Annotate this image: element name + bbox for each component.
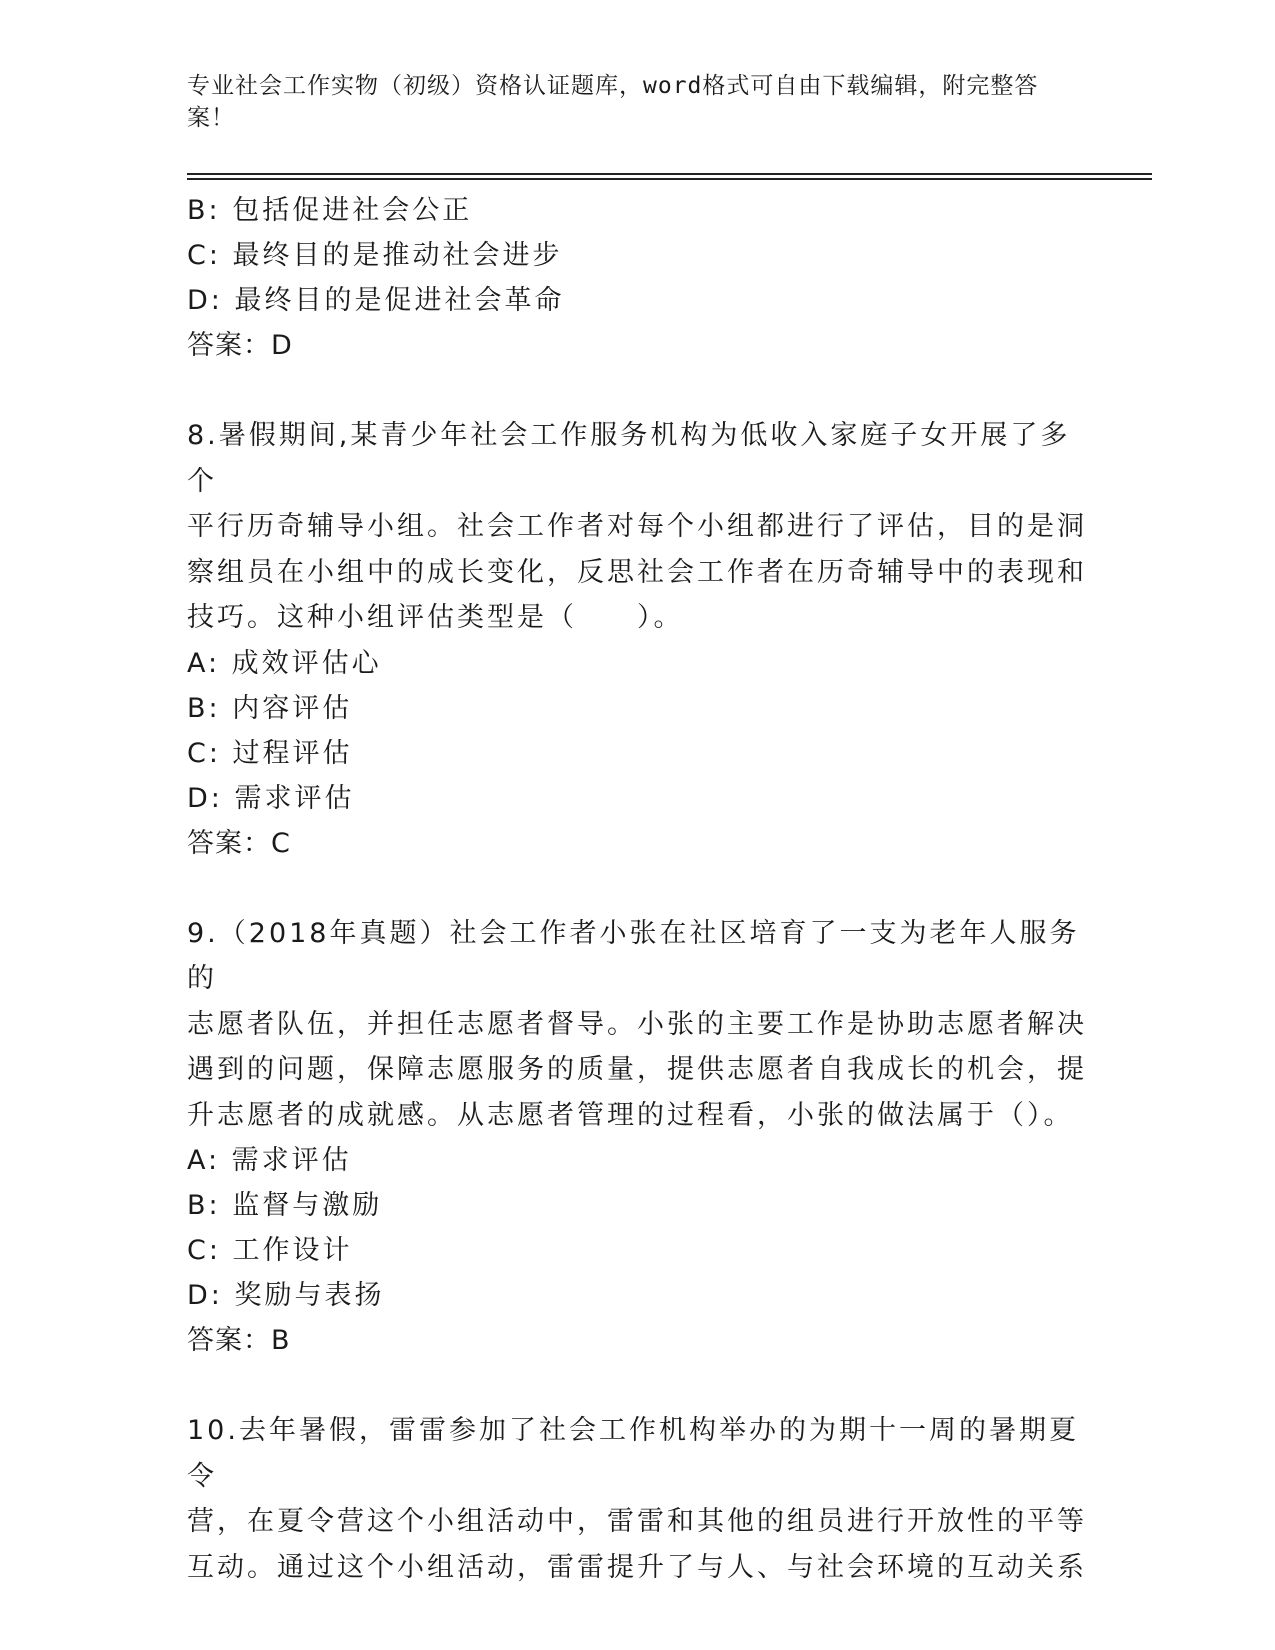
header-rule-bottom [187,178,1152,180]
document-header: 专业社会工作实物（初级）资格认证题库，word格式可自由下载编辑，附完整答案！ [187,73,1039,131]
answer: 答案：D [187,330,293,361]
question-stem-line: 遇到的问题，保障志愿服务的质量，提供志愿者自我成长的机会，提 [187,1054,1087,1085]
question-10 [187,1408,1087,1590]
question-stem-line: 技巧。这种小组评估类型是（ ）。 [187,602,684,633]
option-c: C: 最终目的是推动社会进步 [187,240,563,271]
option-c: C: 过程评估 [187,737,353,769]
option-b: B: 内容评估 [187,692,353,724]
question-stem-line: 升志愿者的成就感。从志愿者管理的过程看，小张的做法属于（）。 [187,1099,1074,1131]
question-stem-line: 察组员在小组中的成长变化，反思社会工作者在历奇辅导中的表现和 [187,556,1087,588]
question-stem-line: 平行历奇辅导小组。社会工作者对每个小组都进行了评估，目的是洞 [187,511,1087,542]
header-rule-top [187,173,1152,175]
answer: 答案：B [187,1325,291,1356]
option-b: B: 包括促进社会公正 [187,195,473,226]
option-a: A: 需求评估 [187,1145,352,1176]
question-8 [187,413,1087,866]
question-stem-line: 9.（2018年真题）社会工作者小张在社区培育了一支为老年人服务的 [187,917,1080,994]
option-d: D: 奖励与表扬 [187,1280,385,1311]
question-stem-line: 营，在夏令营这个小组活动中，雷雷和其他的组员进行开放性的平等 [187,1506,1087,1537]
question-9 [187,911,1087,1364]
answer: 答案：C [187,827,291,859]
option-d: D: 需求评估 [187,782,355,814]
question-stem-line: 8.暑假期间,某青少年社会工作服务机构为低收入家庭子女开展了多个 [187,420,1071,497]
question-7-fragment [187,188,1087,368]
question-stem-line: 志愿者队伍，并担任志愿者督导。小张的主要工作是协助志愿者解决 [187,1008,1087,1040]
question-stem-line: 10.去年暑假，雷雷参加了社会工作机构举办的为期十一周的暑期夏令 [187,1415,1079,1492]
option-c: C: 工作设计 [187,1235,353,1266]
question-stem-line: 互动。通过这个小组活动，雷雷提升了与人、与社会环境的互动关系 [187,1551,1087,1583]
option-b: B: 监督与激励 [187,1190,383,1221]
option-d: D: 最终目的是促进社会革命 [187,285,565,316]
option-a: A: 成效评估心 [187,647,382,679]
question-list [187,188,1087,1590]
